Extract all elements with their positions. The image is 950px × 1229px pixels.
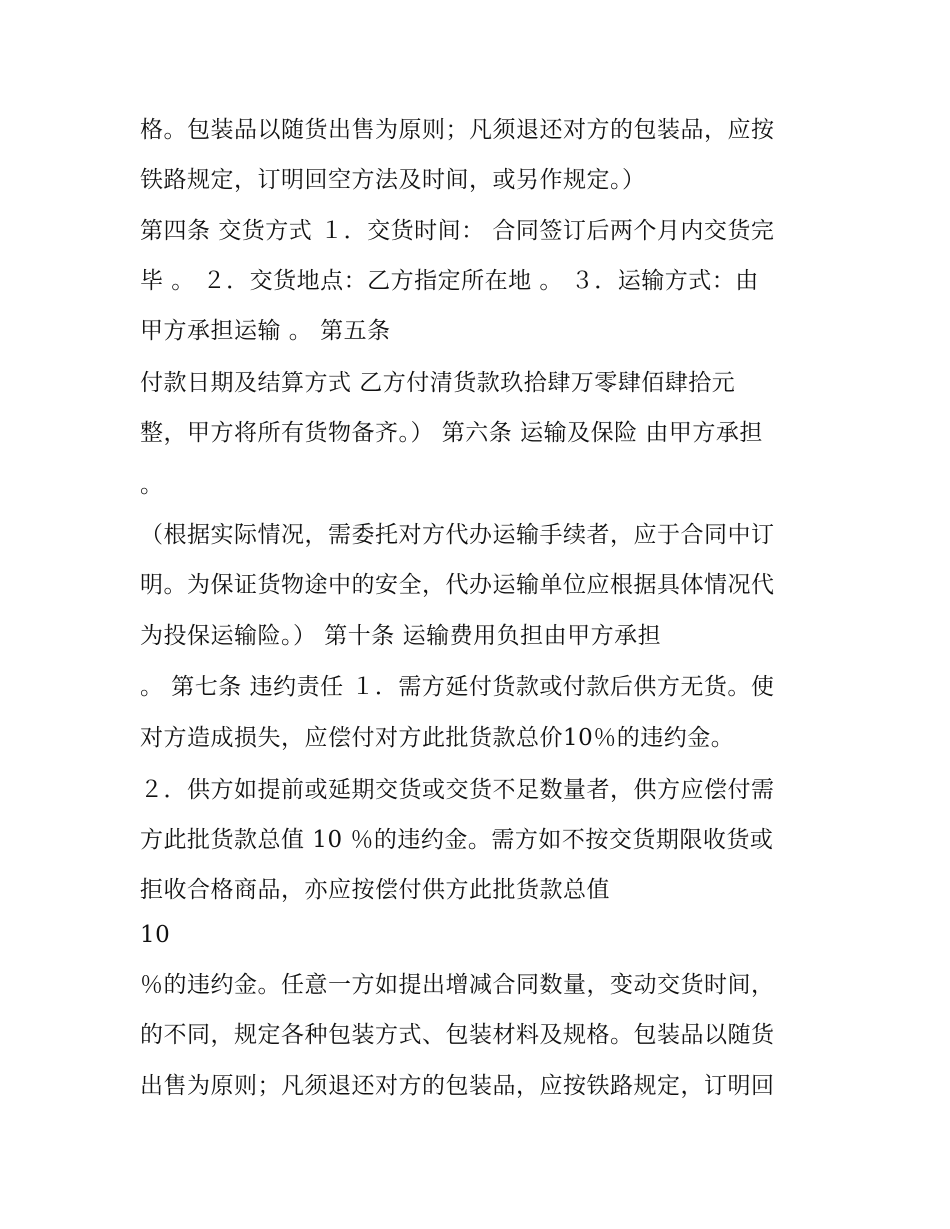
text-line: 方此批货款总值 10 ％的违约金。需方如不按交货期限收货或 [140, 827, 774, 853]
text-line: 出售为原则；凡须退还对方的包装品，应按铁路规定，订明回 [140, 1073, 775, 1099]
text-line: 拒收合格商品，亦应按偿付供方此批货款总值 [140, 877, 610, 903]
text-line: 对方造成损失，应偿付对方此批货款总价10％的违约金。 [140, 725, 735, 751]
text-line: 付款日期及结算方式 乙方付清货款玖拾肆万零肆佰肆拾元 [140, 370, 736, 396]
text-line: 甲方承担运输 。 第五条 [140, 318, 391, 344]
text-line: 铁路规定，订明回空方法及时间，或另作规定。） [140, 167, 646, 193]
text-line: 为投保运输险。） 第十条 运输费用负担由甲方承担 [140, 623, 662, 649]
text-line: 。 第七条 违约责任 １．需方延付货款或付款后供方无货。使 [140, 674, 775, 700]
text-line: 第四条 交货方式 １．交货时间： 合同签订后两个月内交货完 [140, 218, 775, 244]
text-line: 的不同，规定各种包装方式、包装材料及规格。包装品以随货 [140, 1022, 775, 1048]
text-line: 格。包装品以随货出售为原则；凡须退还对方的包装品，应按 [140, 117, 775, 143]
text-line: ％的违约金。任意一方如提出增减合同数量，变动交货时间， [140, 972, 775, 998]
text-line: （根据实际情况，需委托对方代办运输手续者，应于合同中订 [140, 522, 775, 548]
text-line: 。 [140, 472, 164, 498]
text-line: 整，甲方将所有货物备齐。） 第六条 运输及保险 由甲方承担 [140, 420, 763, 446]
text-line: ２．供方如提前或延期交货或交货不足数量者，供方应偿付需 [140, 777, 775, 803]
text-line: 10 [140, 922, 171, 948]
text-line: 明。为保证货物途中的安全，代办运输单位应根据具体情况代 [140, 572, 775, 598]
text-line: 毕 。 ２．交货地点：乙方指定所在地 。 ３．运输方式：由 [140, 268, 759, 294]
